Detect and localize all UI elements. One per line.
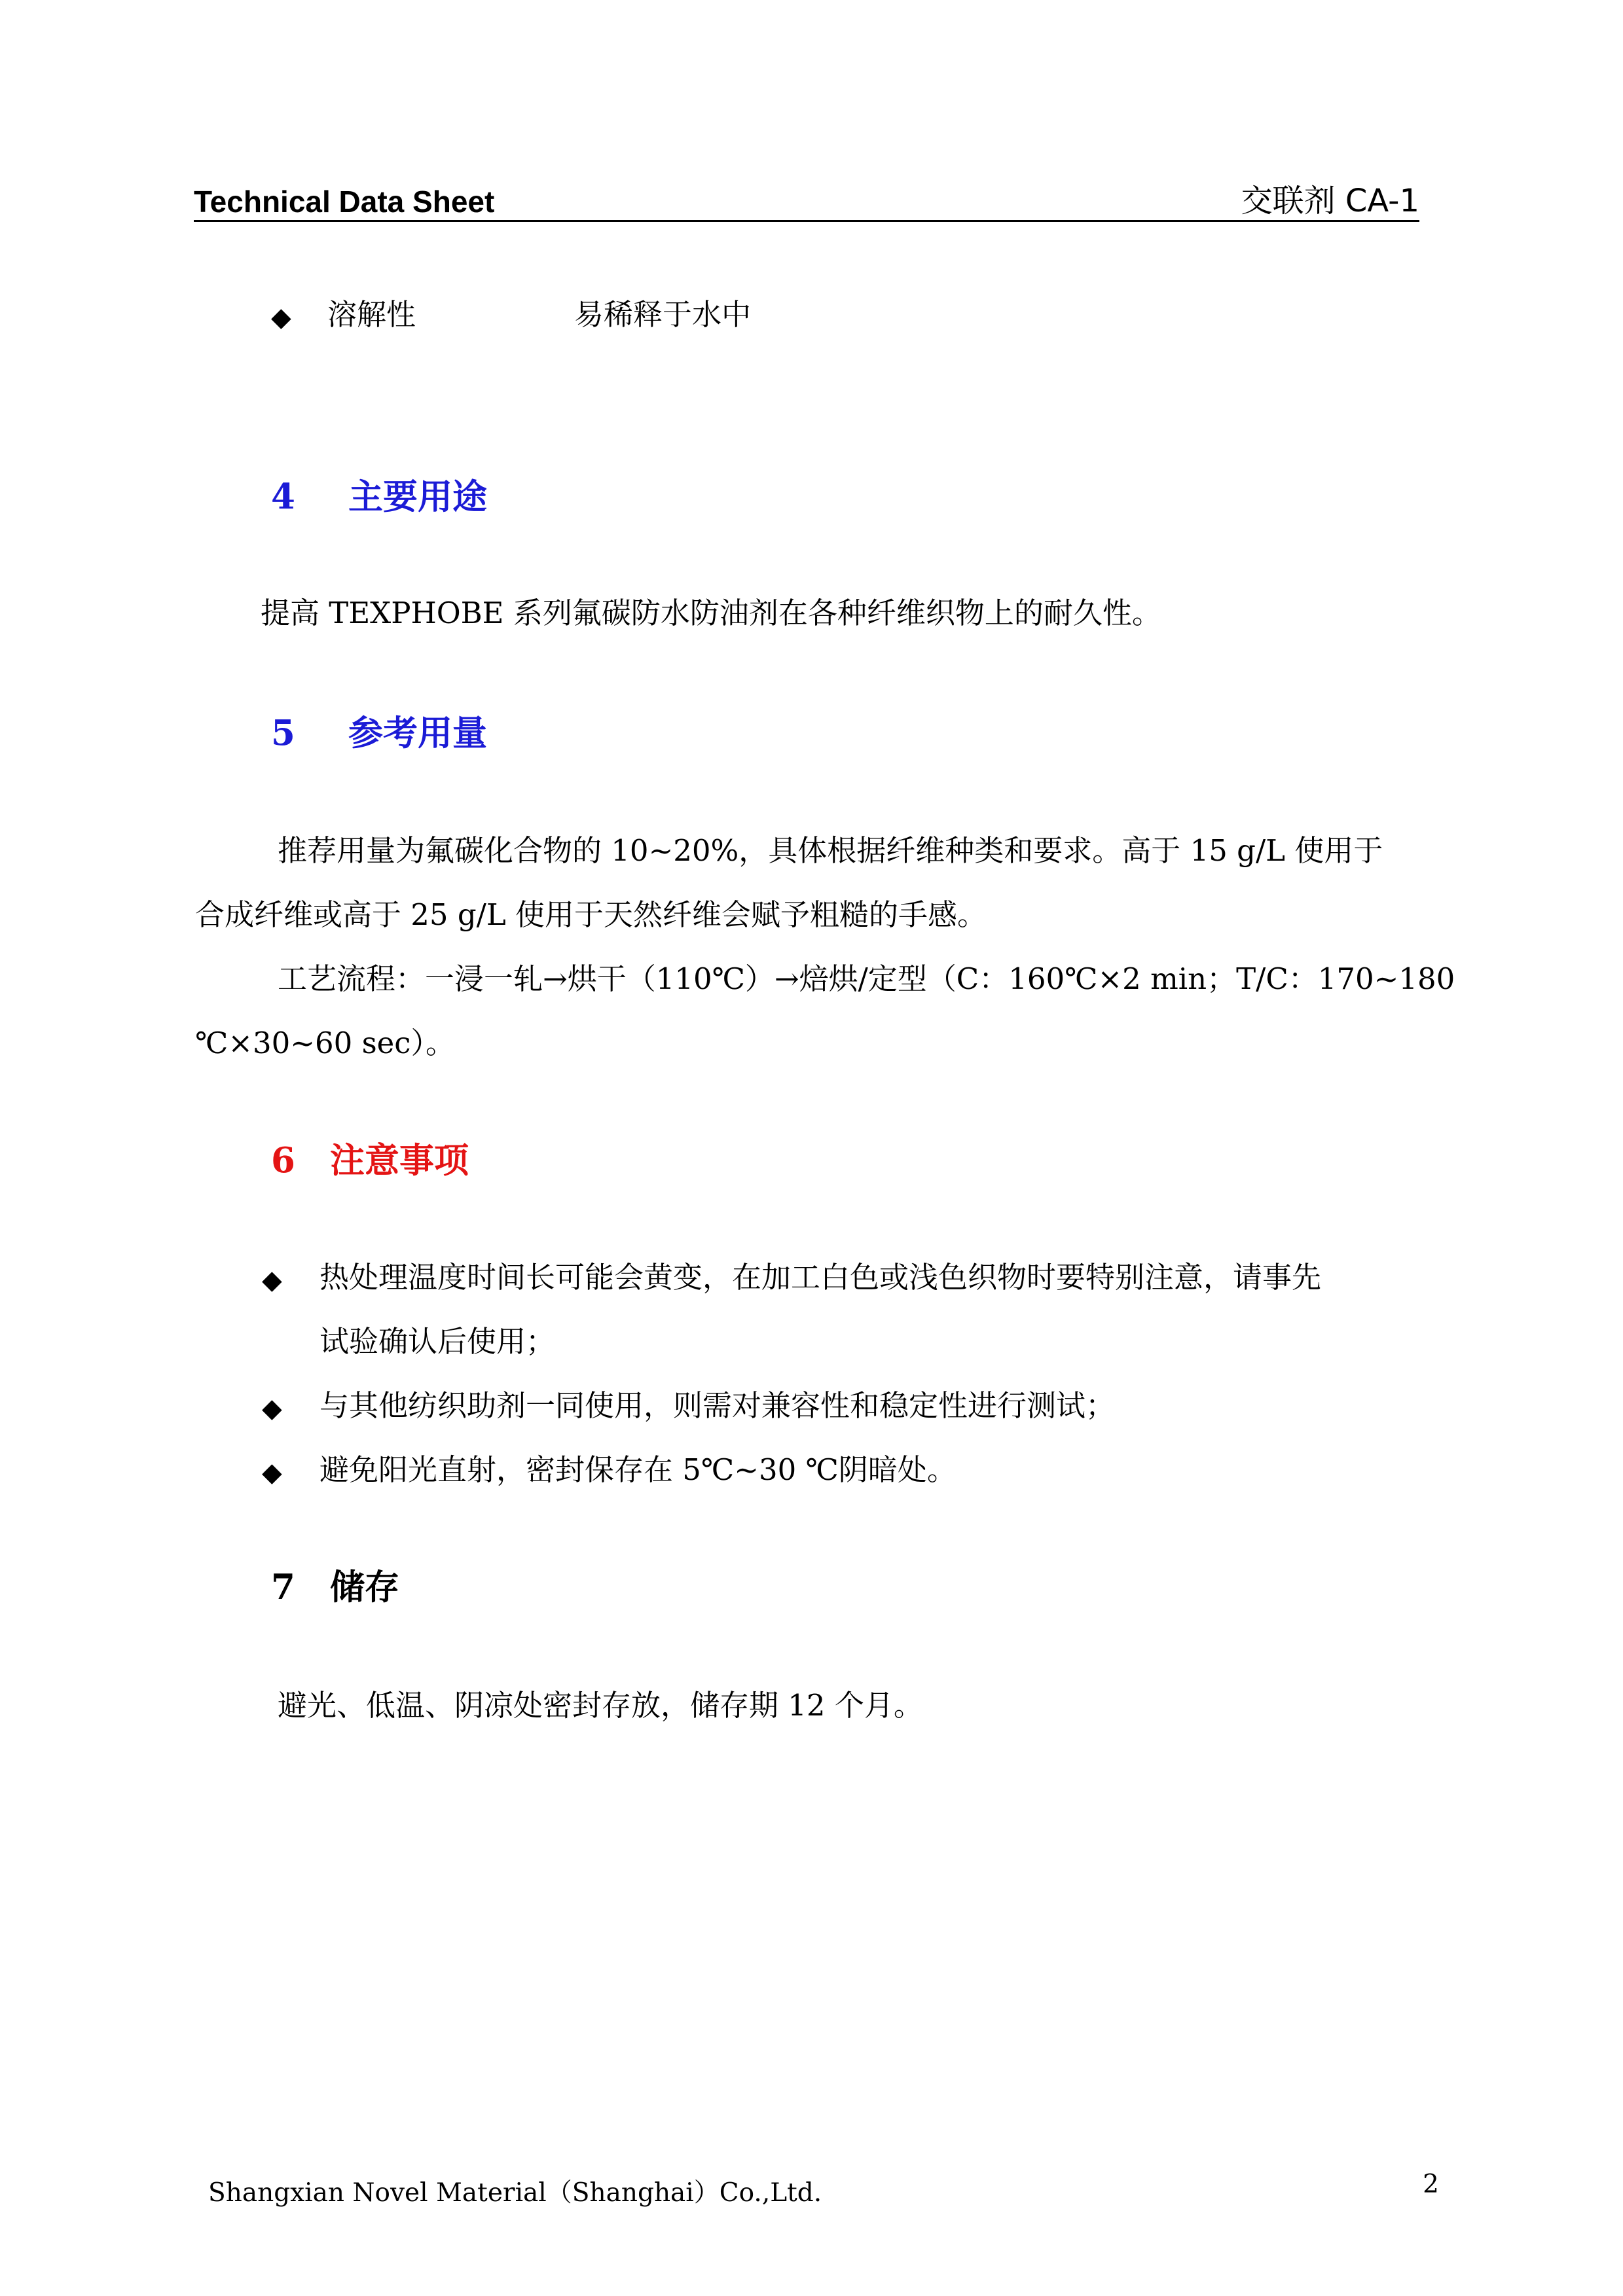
solubility-label: 溶解性: [327, 297, 416, 332]
section-5-para1-line2: 合成纤维或高于 25 g/L 使用于天然纤维会赋予粗糙的手感。: [195, 897, 987, 932]
section-5-para2-line1: 工艺流程：一浸一轧→烘干（110℃）→焙烘/定型（C：160℃×2 min；T/C：170~180: [278, 961, 1455, 996]
product-name: 交联剂 CA-1: [1241, 183, 1419, 219]
section-6-title: 注意事项: [330, 1141, 469, 1181]
section-4-number: 4: [271, 476, 295, 517]
bullet-item: [262, 1452, 282, 1492]
caution-item-3: 避免阳光直射，密封保存在 5℃~30 ℃阴暗处。: [319, 1452, 957, 1487]
section-4-title: 主要用途: [348, 477, 487, 517]
section-7-heading: [271, 1564, 399, 1611]
caution-item-1-line2: 试验确认后使用；: [319, 1324, 556, 1359]
header-divider: [194, 220, 1419, 222]
section-6-heading: [271, 1138, 469, 1184]
section-5-title: 参考用量: [348, 713, 487, 753]
diamond-bullet-icon: ◆: [262, 1393, 282, 1424]
caution-item-2: 与其他纺织助剂一同使用，则需对兼容性和稳定性进行测试；: [319, 1388, 1116, 1423]
section-7-text: 避光、低温、阴凉处密封存放，储存期 12 个月。: [278, 1688, 923, 1723]
section-7-number: 7: [271, 1567, 295, 1607]
section-5-para2-line2: ℃×30~60 sec）。: [195, 1026, 456, 1060]
section-4-text: 提高 TEXPHOBE 系列氟碳防水防油剂在各种纤维织物上的耐久性。: [261, 596, 1161, 630]
section-7-title: 储存: [330, 1568, 399, 1607]
diamond-bullet-icon: ◆: [262, 1265, 282, 1295]
section-5-para1-line1: 推荐用量为氟碳化合物的 10~20%，具体根据纤维种类和要求。高于 15 g/L 使用于: [278, 833, 1383, 868]
section-5-heading: [271, 710, 487, 757]
page-number: 2: [1423, 2170, 1439, 2199]
document-title: Technical Data Sheet: [194, 185, 495, 219]
diamond-bullet-icon: ◆: [262, 1458, 282, 1488]
solubility-value: 易稀释于水中: [574, 297, 752, 332]
section-5-number: 5: [271, 713, 295, 753]
caution-item-1-line1: 热处理温度时间长可能会黄变，在加工白色或浅色织物时要特别注意，请事先: [319, 1260, 1322, 1295]
bullet-item: [262, 1259, 282, 1300]
bullet-item: [262, 1388, 282, 1428]
diamond-bullet-icon: ◆: [271, 302, 291, 332]
solubility-row: [271, 296, 291, 337]
section-4-heading: [271, 474, 487, 520]
section-6-number: 6: [271, 1140, 295, 1181]
footer-company: Shangxian Novel Material（Shanghai）Co.,Ltd.: [208, 2178, 822, 2208]
